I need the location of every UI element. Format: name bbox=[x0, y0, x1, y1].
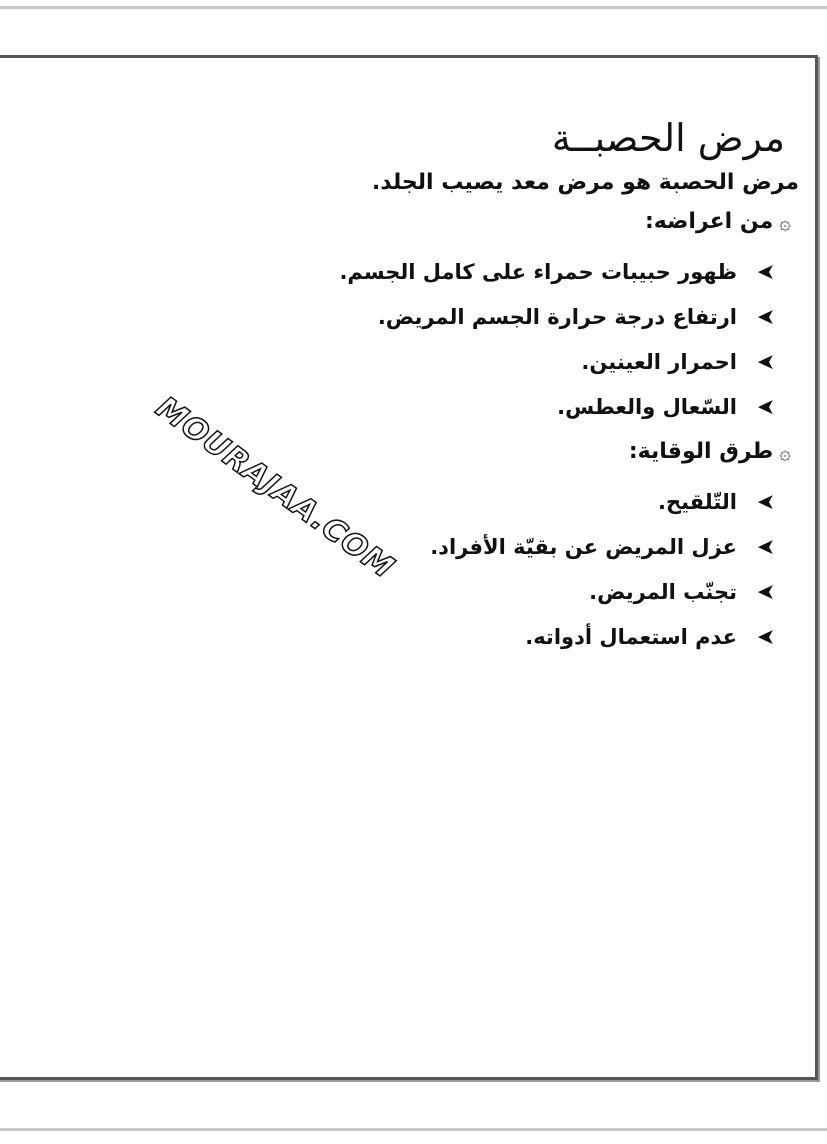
arrow-bullet-icon: ➤ bbox=[756, 580, 776, 605]
arrow-bullet-icon: ➤ bbox=[756, 395, 776, 420]
prevention-heading-label: طرق الوقاية: bbox=[628, 439, 774, 464]
symptoms-heading-label: من اعراضه: bbox=[645, 209, 774, 234]
list-item bbox=[51, 340, 791, 385]
arrow-bullet-icon: ➤ bbox=[756, 260, 776, 285]
list-item-text: تجنّب المريض. bbox=[589, 580, 737, 604]
list-item-text: التّلقيح. bbox=[657, 490, 737, 514]
watermark: MOURAJAA.COM bbox=[149, 390, 401, 586]
intro-text: مرض الحصبة هو مرض معد يصيب الجلد. bbox=[371, 170, 799, 195]
prevention-heading-mark-icon: ۞ bbox=[779, 440, 791, 464]
list-item-text: احمرار العينين. bbox=[581, 350, 737, 374]
list-item bbox=[51, 615, 791, 660]
bottom-divider bbox=[0, 1128, 827, 1131]
list-item bbox=[51, 295, 791, 340]
list-item bbox=[51, 570, 791, 615]
arrow-bullet-icon: ➤ bbox=[756, 305, 776, 330]
prevention-heading bbox=[51, 432, 791, 472]
list-item-text: السّعال والعطس. bbox=[557, 395, 737, 419]
list-item-text: عزل المريض عن بقيّة الأفراد. bbox=[430, 535, 737, 559]
list-item bbox=[51, 250, 791, 295]
list-item-text: ظهور حبيبات حمراء على كامل الجسم. bbox=[339, 260, 737, 284]
document-content bbox=[51, 110, 799, 660]
top-divider bbox=[0, 6, 827, 9]
symptoms-heading bbox=[51, 202, 791, 242]
list-item-text: عدم استعمال أدواته. bbox=[525, 625, 737, 649]
list-item bbox=[51, 525, 791, 570]
page-title: مرض الحصبــة bbox=[551, 116, 785, 160]
symptoms-heading-mark-icon: ۞ bbox=[779, 210, 791, 234]
arrow-bullet-icon: ➤ bbox=[756, 625, 776, 650]
prevention-list bbox=[51, 480, 791, 660]
list-item bbox=[51, 480, 791, 525]
arrow-bullet-icon: ➤ bbox=[756, 535, 776, 560]
arrow-bullet-icon: ➤ bbox=[756, 490, 776, 515]
list-item-text: ارتفاع درجة حرارة الجسم المريض. bbox=[377, 305, 737, 329]
arrow-bullet-icon: ➤ bbox=[756, 350, 776, 375]
